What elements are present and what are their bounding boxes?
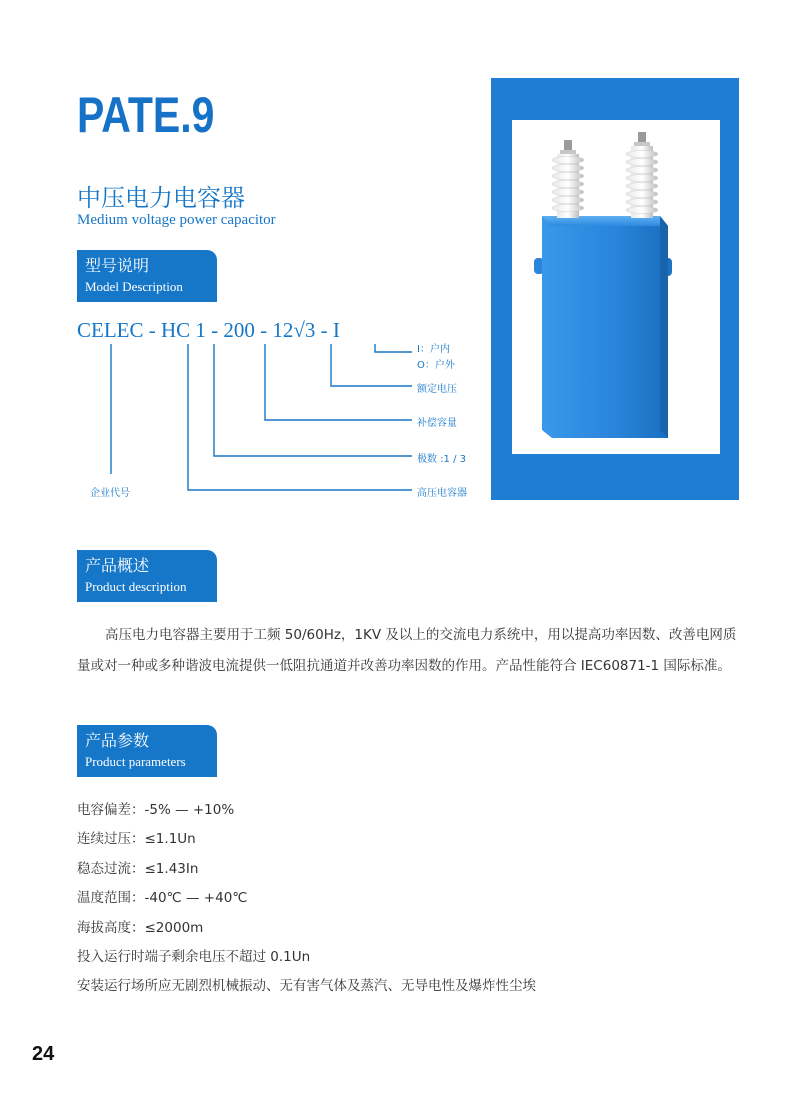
parameter-item: 海拔高度：≤2000m (77, 919, 204, 936)
insulator-right (626, 132, 658, 218)
anno-compensation-capacity: 补偿容量 (417, 418, 457, 429)
line-phases (214, 344, 412, 456)
anno-rated-voltage: 额定电压 (417, 384, 457, 395)
product-description-text: 高压电力电容器主要用于工频 50/60Hz，1KV 及以上的交流电力系统中，用以提高功率因数、改善电网质量或对一种或多种谐波电流提供一低阻抗通道并改善功率因数的作用。产品性能符合 IEC60871-1 国际标准。 (77, 627, 737, 674)
anno-company-code: 企业代号 (90, 488, 130, 499)
line-hv-capacitor (188, 344, 412, 490)
parameter-item: 电容偏差：-5% — +10% (77, 802, 235, 818)
line-rated-voltage (331, 344, 412, 386)
section-tag-product-en: Product description (85, 579, 187, 594)
title-english: Medium voltage power capacitor (77, 212, 276, 228)
section-tag-product (77, 550, 217, 602)
title-chinese: 中压电力电容器 (77, 184, 245, 212)
anno-outdoor: O：户外 (417, 360, 455, 371)
section-tag-model-cn: 型号说明 (85, 256, 150, 275)
line-indoor-outdoor (375, 344, 412, 352)
line-capacity (265, 344, 412, 420)
parameter-item: 安装运行场所应无剧烈机械振动、无有害气体及蒸汽、无导电性及爆炸性尘埃 (77, 978, 536, 995)
parameter-list (77, 796, 536, 1002)
page-number: 24 (32, 1043, 55, 1065)
insulator-left (552, 140, 584, 218)
parameter-item: 连续过压：≤1.1Un (77, 831, 196, 848)
anno-hv-capacitor: 高压电容器 (417, 488, 467, 499)
model-code: CELEC - HC 1 - 200 - 12√3 - I (77, 318, 340, 342)
section-tag-params (77, 725, 217, 777)
parameter-item: 稳态过流：≤1.43In (77, 860, 199, 877)
parameter-item: 温度范围：-40℃ — +40℃ (77, 890, 248, 907)
product-image-background (512, 120, 720, 454)
anno-phases: 极数 :1 / 3 (417, 454, 466, 465)
section-tag-model-en: Model Description (85, 279, 183, 294)
parameter-item: 投入运行时端子剩余电压不超过 0.1Un (77, 948, 311, 965)
section-tag-product-cn: 产品概述 (85, 556, 150, 575)
page-heading-code: PATE.9 (77, 87, 215, 143)
section-tag-params-cn: 产品参数 (85, 731, 150, 750)
capacitor-photo (512, 120, 720, 454)
anno-indoor: I：户内 (417, 344, 450, 355)
section-tag-params-en: Product parameters (85, 754, 186, 769)
